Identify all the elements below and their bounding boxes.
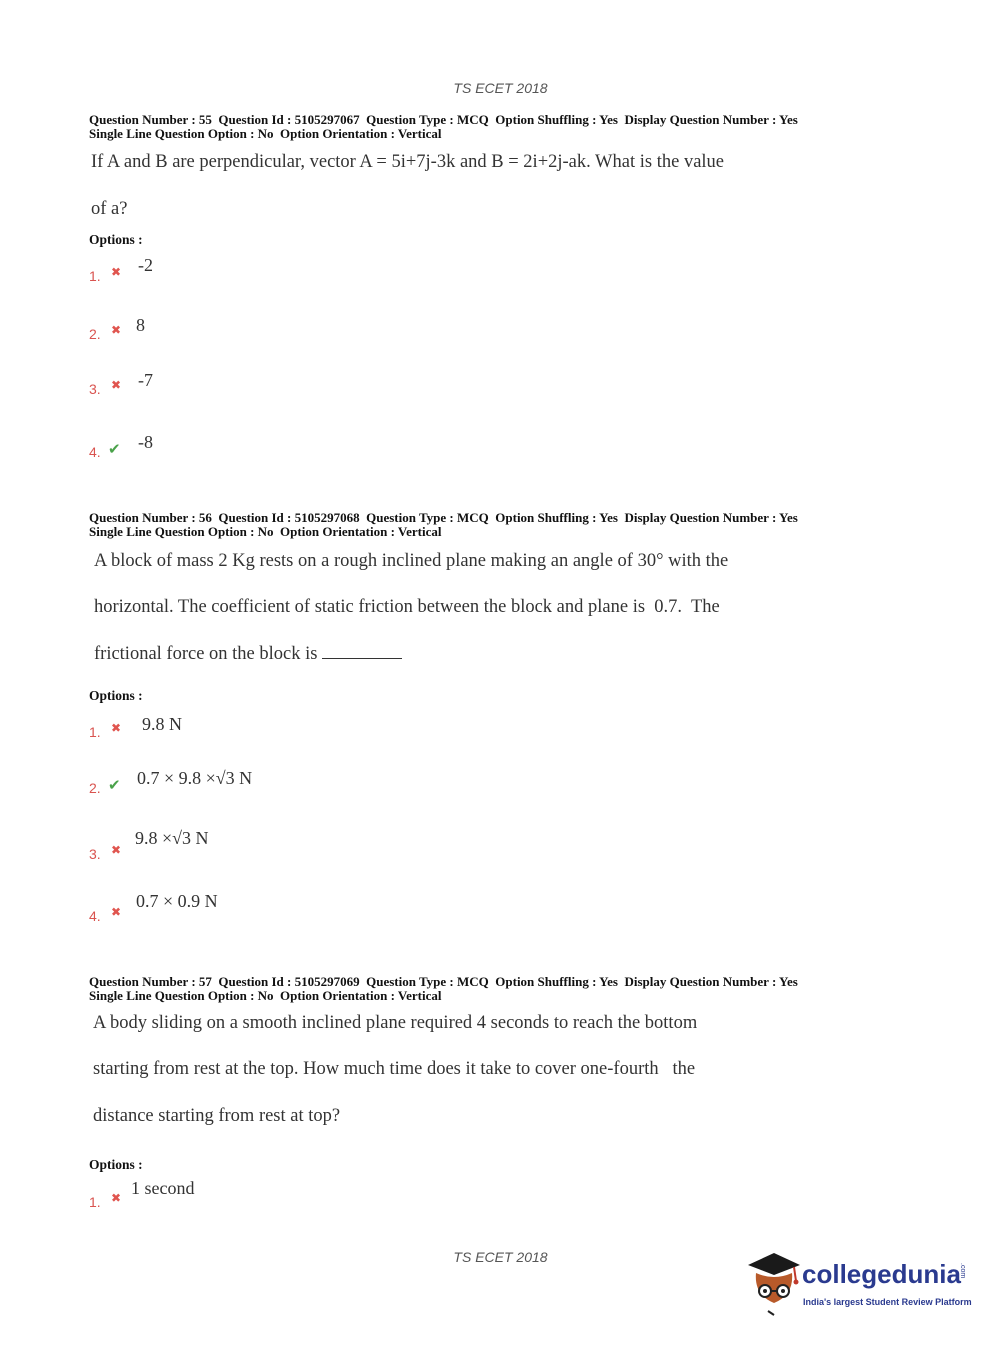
logo-suffix: .com <box>959 1263 966 1279</box>
cross-icon: ✖ <box>111 323 122 337</box>
cross-icon: ✖ <box>111 721 122 735</box>
cross-icon: ✖ <box>111 378 122 392</box>
option-number: 2. <box>89 780 101 796</box>
question-meta-line-1: Question Number : 57 Question Id : 5105297069 Question Type : MCQ Option Shuffling : Yes Display Question Number : Yes <box>89 974 798 989</box>
question-meta-line-2: Single Line Question Option : No Option Orientation : Vertical <box>89 524 442 539</box>
page-footer: TS ECET 2018 <box>453 1249 548 1265</box>
option-number: 4. <box>89 444 101 460</box>
question-text-line: A body sliding on a smooth inclined plane required 4 seconds to reach the bottom <box>93 1013 698 1033</box>
question-text-line: of a? <box>91 199 128 219</box>
check-icon: ✔ <box>108 776 121 794</box>
option-text: -2 <box>138 255 153 275</box>
option-text: -8 <box>138 432 153 452</box>
option-number: 3. <box>89 381 101 397</box>
question-text-line: If A and B are perpendicular, vector A = 5i+7j-3k and B = 2i+2j-ak. What is the value <box>91 152 725 172</box>
option-text: 0.7 × 0.9 N <box>136 891 218 911</box>
logo-wordmark: collegedunia <box>802 1259 961 1289</box>
question-text-line: frictional force on the block is <box>94 644 402 665</box>
collegedunia-logo <box>744 1251 974 1321</box>
option-text: 0.7 × 9.8 ×√3 N <box>137 768 253 788</box>
question-text-line: distance starting from rest at top? <box>93 1106 341 1126</box>
logo-tagline: India's largest Student Review Platform <box>803 1297 972 1307</box>
option-number: 1. <box>89 724 101 740</box>
option-text: -7 <box>138 370 153 390</box>
question-meta-line-1: Question Number : 56 Question Id : 5105297068 Question Type : MCQ Option Shuffling : Yes Display Question Number : Yes <box>89 510 798 525</box>
question-meta-line-1: Question Number : 55 Question Id : 5105297067 Question Type : MCQ Option Shuffling : Yes Display Question Number : Yes <box>89 112 798 127</box>
option-text: 8 <box>136 315 145 335</box>
question-text-line: A block of mass 2 Kg rests on a rough inclined plane making an angle of 30° with the <box>94 551 729 571</box>
options-label: Options : <box>89 232 143 247</box>
question-text-line: horizontal. The coefficient of static friction between the block and plane is 0.7. The <box>94 597 720 617</box>
page-header: TS ECET 2018 <box>453 80 548 96</box>
cross-icon: ✖ <box>111 265 122 279</box>
cross-icon: ✖ <box>111 843 122 857</box>
option-number: 2. <box>89 326 101 342</box>
option-number: 1. <box>89 268 101 284</box>
question-meta-line-2: Single Line Question Option : No Option Orientation : Vertical <box>89 126 442 141</box>
option-text: 9.8 N <box>142 714 182 734</box>
option-number: 1. <box>89 1194 101 1210</box>
check-icon: ✔ <box>108 440 121 458</box>
options-label: Options : <box>89 1157 143 1172</box>
option-text: 9.8 ×√3 N <box>135 828 209 848</box>
answer-blank <box>322 644 402 659</box>
question-text-line: starting from rest at the top. How much time does it take to cover one-fourth the <box>93 1059 696 1079</box>
question-meta-line-2: Single Line Question Option : No Option Orientation : Vertical <box>89 988 442 1003</box>
options-label: Options : <box>89 688 143 703</box>
option-number: 3. <box>89 846 101 862</box>
option-text: 1 second <box>131 1178 195 1198</box>
mascot-icon <box>744 1251 804 1319</box>
option-number: 4. <box>89 908 101 924</box>
cross-icon: ✖ <box>111 1191 122 1205</box>
cross-icon: ✖ <box>111 905 122 919</box>
